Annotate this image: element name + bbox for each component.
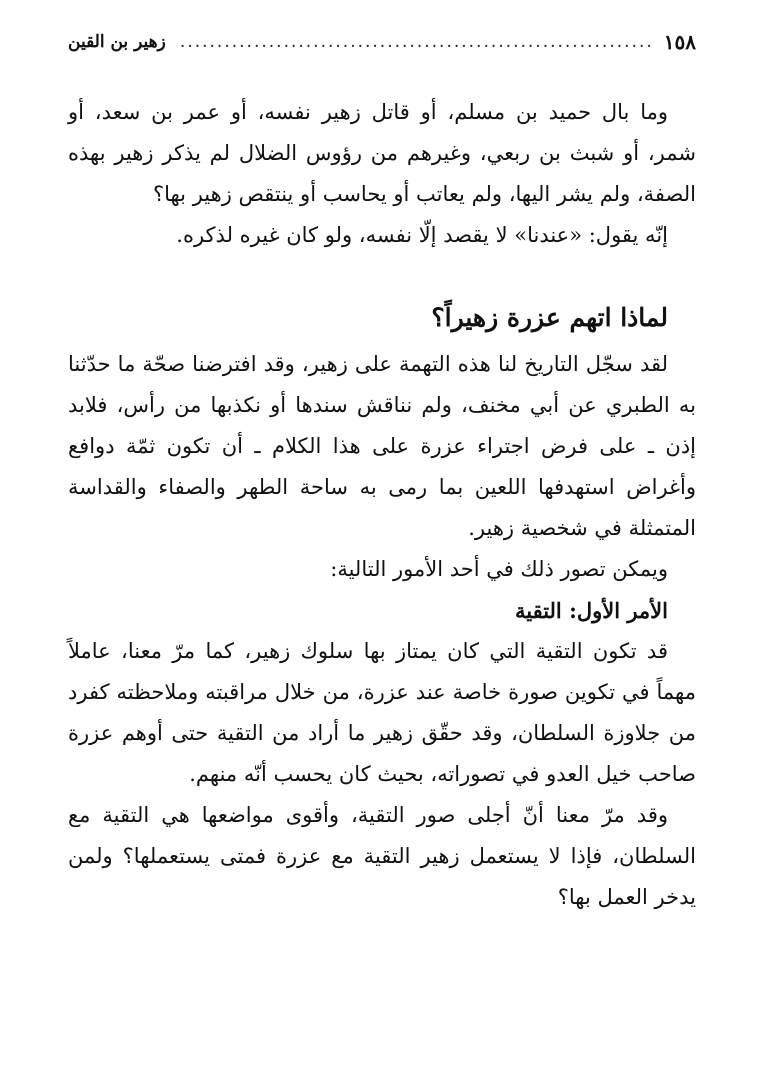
paragraph: وما بال حميد بن مسلم، أو قاتل زهير نفسه، أو عمر بن سعد، أو شمر، أو شبث بن ربعي، وغيرهم من رؤوس الضلال لم يذكر زهير بهذه الصفة، ولم يشر اليها، ولم يعاتب أو يحاسب أو ينتقص زهير بها؟ (68, 100, 696, 206)
leader-dots (176, 32, 654, 52)
sub-heading: الأمر الأول: التقية (514, 598, 668, 623)
running-header (68, 22, 696, 62)
page-number: ١٥٨ (663, 30, 696, 54)
paragraph: إنّه يقول: «عندنا» لا يقصد إلّا نفسه، ولو كان غيره لذكره. (176, 223, 668, 247)
paragraph: وقد مرّ معنا أنّ أجلى صور التقية، وأقوى مواضعها هي التقية مع السلطان، فإذا لا يستعمل زهير التقية مع عزرة فمتى يستعملها؟ ولمن يدخر العمل بها؟ (68, 803, 696, 909)
section-title: لماذا اتهم عزرة زهيراً؟ (431, 303, 668, 332)
book-page (68, 22, 696, 918)
book-title: زهير بن القين (68, 32, 166, 52)
body-text (68, 92, 696, 918)
paragraph: قد تكون التقية التي كان يمتاز بها سلوك زهير، كما مرّ معنا، عاملاً مهماً في تكوين صورة خاصة عند عزرة، من خلال مراقبته وملاحظته كفرد من جلاوزة السلطان، وقد حقّق زهير ما أراد من التقية حتى أوهم عزرة صاحب خيل العدو في تصوراته، بحيث كان يحسب أنّه منهم. (68, 639, 696, 786)
paragraph: ويمكن تصور ذلك في أحد الأمور التالية: (330, 557, 668, 581)
paragraph: لقد سجّل التاريخ لنا هذه التهمة على زهير، وقد افترضنا صحّة ما حدّثنا به الطبري عن أبي مخنف، ولم نناقش سندها أو نكذبها من رأس، فلابد إذن ـ على فرض اجتراء عزرة على هذا الكلام ـ أن تكون ثمّة دوافع وأغراض استهدفها اللعين بما رمى به ساحة الطهر والصفاء والقداسة المتمثلة في شخصية زهير. (68, 352, 696, 540)
